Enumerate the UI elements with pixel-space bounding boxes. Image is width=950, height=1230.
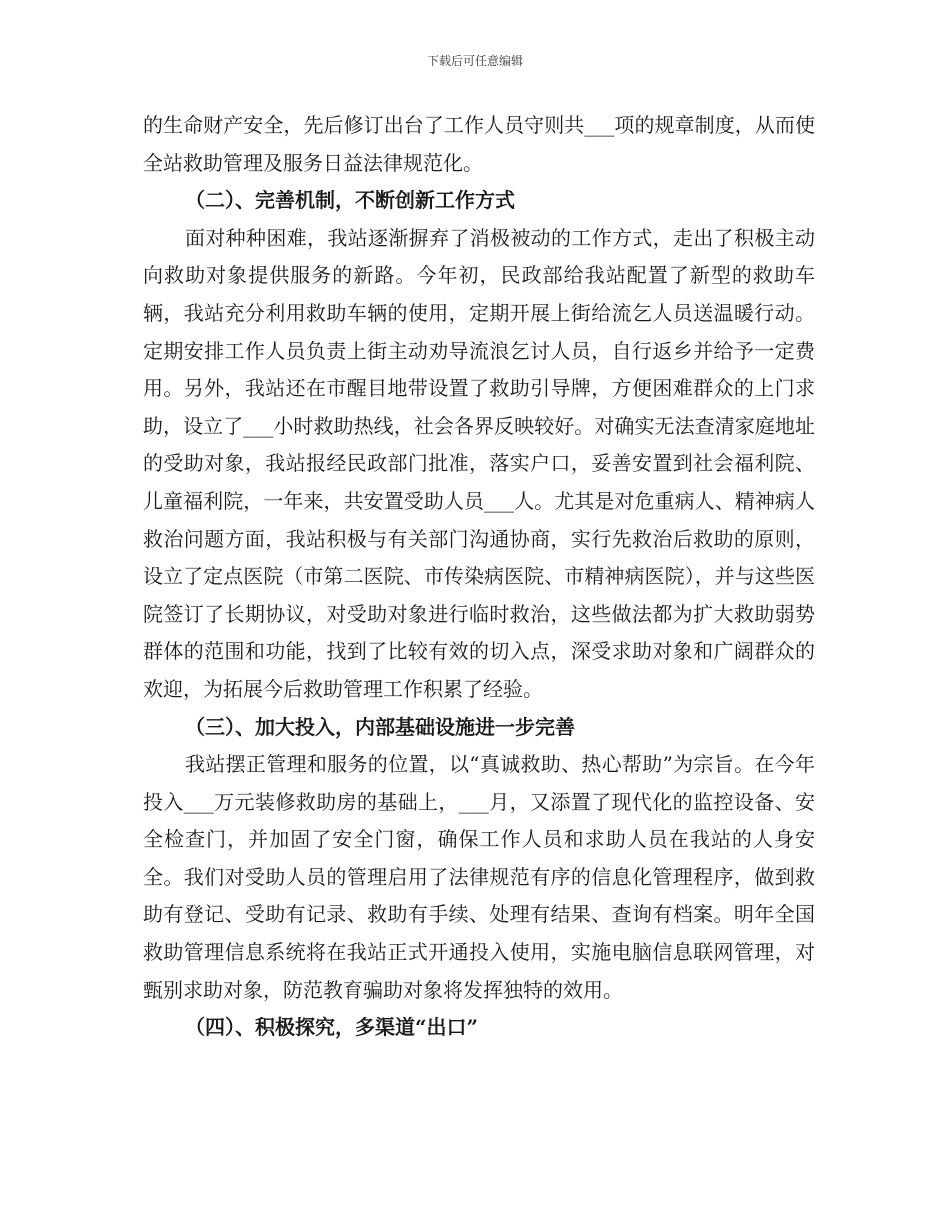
section-heading: （二）、完善机制，不断创新工作方式	[185, 188, 515, 213]
section-heading: （三）、加大投入，内部基础设施进一步完善	[185, 714, 575, 739]
body-paragraph: 的生命财产安全，先后修订出台了工作人员守则共___项的规章制度，从而使全站救助管理及服务日益法律规范化。	[143, 113, 815, 175]
body-paragraph: 面对种种困难，我站逐渐摒弃了消极被动的工作方式，走出了积极主动向救助对象提供服务的新路。今年初，民政部给我站配置了新型的救助车辆，我站充分利用救助车辆的使用，定期开展上街给流乞人员送温暖行动。定期安排工作人员负责上街主动劝导流浪乞讨人员，自行返乡并给予一定费用。另外，我站还在市醒目地带设置了救助引导牌，方便困难群众的上门求助，设立了___小时救助热线，社会各界反映较好。对确实无法查清家庭地址的受助对象，我站报经民政部门批准，落实户口，妥善安置到社会福利院、儿童福利院，一年来，共安置受助人员___人。尤其是对危重病人、精神病人救治问题方面，我站积极与有关部门沟通协商，实行先救治后救助的原则，设立了定点医院（市第二医院、市传染病医院、市精神病医院），并与这些医院签订了长期协议，对受助对象进行临时救治，这些做法都为扩大救助弱势群体的范围和功能，找到了比较有效的切入点，深受求助对象和广阔群众的欢迎，为拓展今后救助管理工作积累了经验。	[143, 225, 815, 701]
body-paragraph: 我站摆正管理和服务的位置，以“真诚救助、热心帮助”为宗旨。在今年投入___万元装修救助房的基础上，___月，又添置了现代化的监控设备、安全检查门，并加固了安全门窗，确保工作人员和求助人员在我站的人身安全。我们对受助人员的管理启用了法律规范有序的信息化管理程序，做到救助有登记、受助有记录、救助有手续、处理有结果、查询有档案。明年全国救助管理信息系统将在我站正式开通投入使用，实施电脑信息联网管理，对甄别求助对象，防范教育骗助对象将发挥独特的效用。	[143, 752, 815, 1002]
document-body	[143, 107, 815, 1047]
page-header: 下载后可任意编辑	[426, 54, 523, 68]
section-heading: （四）、积极探究，多渠道“出口”	[185, 1015, 479, 1040]
